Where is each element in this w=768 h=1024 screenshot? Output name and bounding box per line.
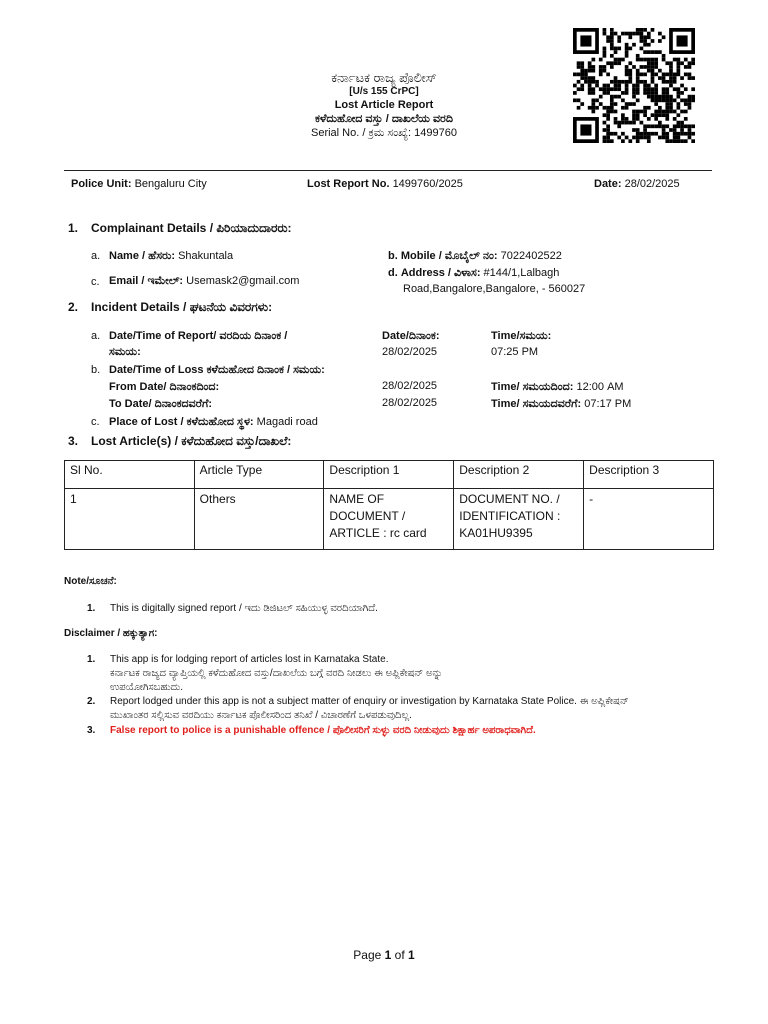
articles-table [64, 460, 714, 550]
place-of-loss [109, 416, 318, 429]
page-total: 1 [408, 948, 415, 962]
list-marker: a. [91, 250, 101, 262]
complainant-email [109, 275, 299, 288]
from-time [491, 381, 624, 394]
table-cell: 1 [65, 489, 195, 550]
address-line1: #144/1,Lalbagh [483, 267, 560, 279]
address-line2: Road,Bangalore,Bangalore, - 560027 [403, 283, 586, 295]
note-item: This is digitally signed report / ಇದು ಡಿಜಿಟಲ್ ಸಹಿಯುಳ್ಳ ವರದಿಯಾಗಿದೆ. [110, 603, 378, 614]
report-date-label: Date: [594, 178, 622, 190]
table-header-row [65, 461, 714, 489]
list-marker: a. [91, 330, 101, 342]
table-cell: Others [194, 489, 324, 550]
false-report-warning: False report to police is a punishable offence / ಪೊಲೀಸರಿಗೆ ಸುಳ್ಳು ವರದಿ ನೀಡುವುದು ಶಿಕ್ಷಾರ್ಹ ಅಪರಾಧವಾಗಿದೆ. [110, 725, 536, 736]
column-header: Article Type [194, 461, 324, 489]
address-label: Address / ವಿಳಾಸ: [400, 267, 481, 279]
from-time-label: Time/ ಸಮಯದಿಂದ: [491, 381, 574, 393]
disclaimer-item: This app is for lodging report of articles lost in Karnataka State. [110, 654, 389, 665]
column-header: Description 2 [454, 461, 584, 489]
to-time-value: 07:17 PM [584, 398, 632, 410]
qr-code-icon [573, 28, 695, 143]
report-title-kannada: ಕಳೆದುಹೋದ ವಸ್ತು / ದಾಖಲೆಯ ವರದಿ [315, 113, 453, 125]
table-row [65, 489, 714, 550]
column-header: Description 3 [584, 461, 714, 489]
list-marker: 2. [87, 696, 96, 707]
police-unit-value: Bengaluru City [134, 178, 207, 190]
from-date-label: From Date/ ದಿನಾಂಕದಿಂದ: [109, 381, 220, 393]
list-marker: 1. [87, 654, 96, 665]
note-title: Note/ಸೂಚನೆ: [64, 576, 117, 587]
from-date-value: 28/02/2025 [382, 380, 438, 392]
loss-datetime-label: Date/Time of Loss ಕಳೆದುಹೋದ ದಿನಾಂಕ / ಸಮಯ: [109, 364, 325, 376]
list-marker: 3. [87, 725, 96, 736]
column-header: Sl No. [65, 461, 195, 489]
name-label: Name / ಹೆಸರು: [109, 250, 176, 262]
list-marker: c. [91, 416, 100, 428]
report-datetime-label: Date/Time of Report/ ವರದಿಯ ದಿನಾಂಕ / [109, 330, 288, 342]
to-time [491, 398, 631, 411]
complainant-mobile [388, 250, 562, 263]
table-cell: DOCUMENT NO. / IDENTIFICATION : KA01HU9395 [454, 489, 584, 550]
list-marker: c. [91, 276, 100, 288]
to-time-label: Time/ ಸಮಯದವರೆಗೆ: [491, 398, 582, 410]
to-date-value: 28/02/2025 [382, 397, 438, 409]
mobile-label: Mobile / ಮೊಬೈಲ್ ನಂ: [400, 250, 498, 262]
report-date [594, 178, 680, 190]
to-date-label: To Date/ ದಿನಾಂಕದವರೆಗೆ: [109, 398, 213, 410]
section-title-complainant: Complainant Details / ಪಿರಿಯಾದುದಾರರು: [91, 221, 292, 235]
section-title-articles: Lost Article(s) / ಕಳೆದುಹೋದ ವಸ್ತು/ದಾಖಲೆ: [91, 434, 292, 448]
header-section: [U/s 155 CrPC] [349, 86, 419, 97]
report-datetime-label-cont: ಸಮಯ: [109, 346, 141, 358]
page-of: of [394, 948, 405, 962]
report-title: Lost Article Report [334, 99, 434, 111]
place-value: Magadi road [256, 416, 318, 428]
time-column-header: Time/ಸಮಯ: [491, 330, 552, 342]
name-value: Shakuntala [178, 250, 234, 262]
divider [64, 170, 712, 171]
report-number-value: 1499760/2025 [392, 178, 463, 190]
report-time-value: 07:25 PM [491, 346, 539, 358]
serial-number: Serial No. / ಕ್ರಮ ಸಂಖ್ಯೆ: 1499760 [310, 127, 457, 139]
disclaimer-item: Report lodged under this app is not a subject matter of enquiry or investigation by Karnataka State Police. ಈ ಅಪ್ಲಿಕೇಷನ್ [110, 696, 629, 707]
from-time-value: 12:00 AM [576, 381, 624, 393]
disclaimer-item-cont: ಮುಖಾಂತರ ಸಲ್ಲಿಸುವ ವರದಿಯು ಕರ್ನಾಟಕ ಪೊಲೀಸರಿಂದ ತನಿಖೆ / ವಿಚಾರಣೆಗೆ ಒಳಪಡುವುದಿಲ್ಲ. [110, 710, 412, 721]
report-date-value: 28/02/2025 [624, 178, 680, 190]
section-title-incident: Incident Details / ಘಟನೆಯ ವಿವರಗಳು: [91, 300, 273, 314]
list-marker: b. [388, 250, 398, 262]
page-number: 1 [384, 948, 392, 962]
list-marker: b. [91, 364, 101, 376]
disclaimer-title: Disclaimer / ಹಕ್ಕುತ್ಯಾಗ: [64, 628, 158, 639]
email-label: Email / ಇಮೇಲ್: [109, 275, 184, 287]
table-cell: - [584, 489, 714, 550]
page-prefix: Page [353, 948, 382, 962]
report-number-label: Lost Report No. [307, 178, 390, 190]
complainant-name [109, 250, 233, 263]
mobile-value: 7022402522 [500, 250, 562, 262]
section-number: 3. [68, 434, 79, 448]
disclaimer-item-cont: ಕರ್ನಾಟಕ ರಾಜ್ಯದ ವ್ಯಾಪ್ತಿಯಲ್ಲಿ ಕಳೆದುಹೋದ ವಸ್ತು/ದಾಖಲೆಯ ಬಗ್ಗೆ ವರದಿ ನೀಡಲು ಈ ಅಪ್ಲಿಕೇಷನ್ ಅನ್ನು [110, 668, 443, 679]
column-header: Description 1 [324, 461, 454, 489]
table-cell: NAME OF DOCUMENT / ARTICLE : rc card [324, 489, 454, 550]
date-column-header: Date/ದಿನಾಂಕ: [382, 330, 440, 342]
section-number: 2. [68, 300, 79, 314]
section-number: 1. [68, 221, 79, 235]
page-indicator [0, 948, 768, 962]
report-date-value: 28/02/2025 [382, 346, 438, 358]
place-label: Place of Lost / ಕಳೆದುಹೋದ ಸ್ಥಳ: [109, 416, 254, 428]
police-unit-label: Police Unit: [71, 178, 132, 190]
police-unit [71, 178, 207, 190]
disclaimer-item-cont: ಉಪಯೋಗಿಸಬಹುದು. [110, 682, 184, 693]
complainant-address [388, 267, 559, 280]
list-marker: 1. [87, 603, 96, 614]
report-number [307, 178, 463, 190]
header-title-kannada: ಕರ್ನಾಟಕ ರಾಜ್ಯ ಪೊಲೀಸ್ [331, 70, 437, 85]
list-marker: d. [388, 267, 398, 279]
email-value: Usemask2@gmail.com [186, 275, 300, 287]
